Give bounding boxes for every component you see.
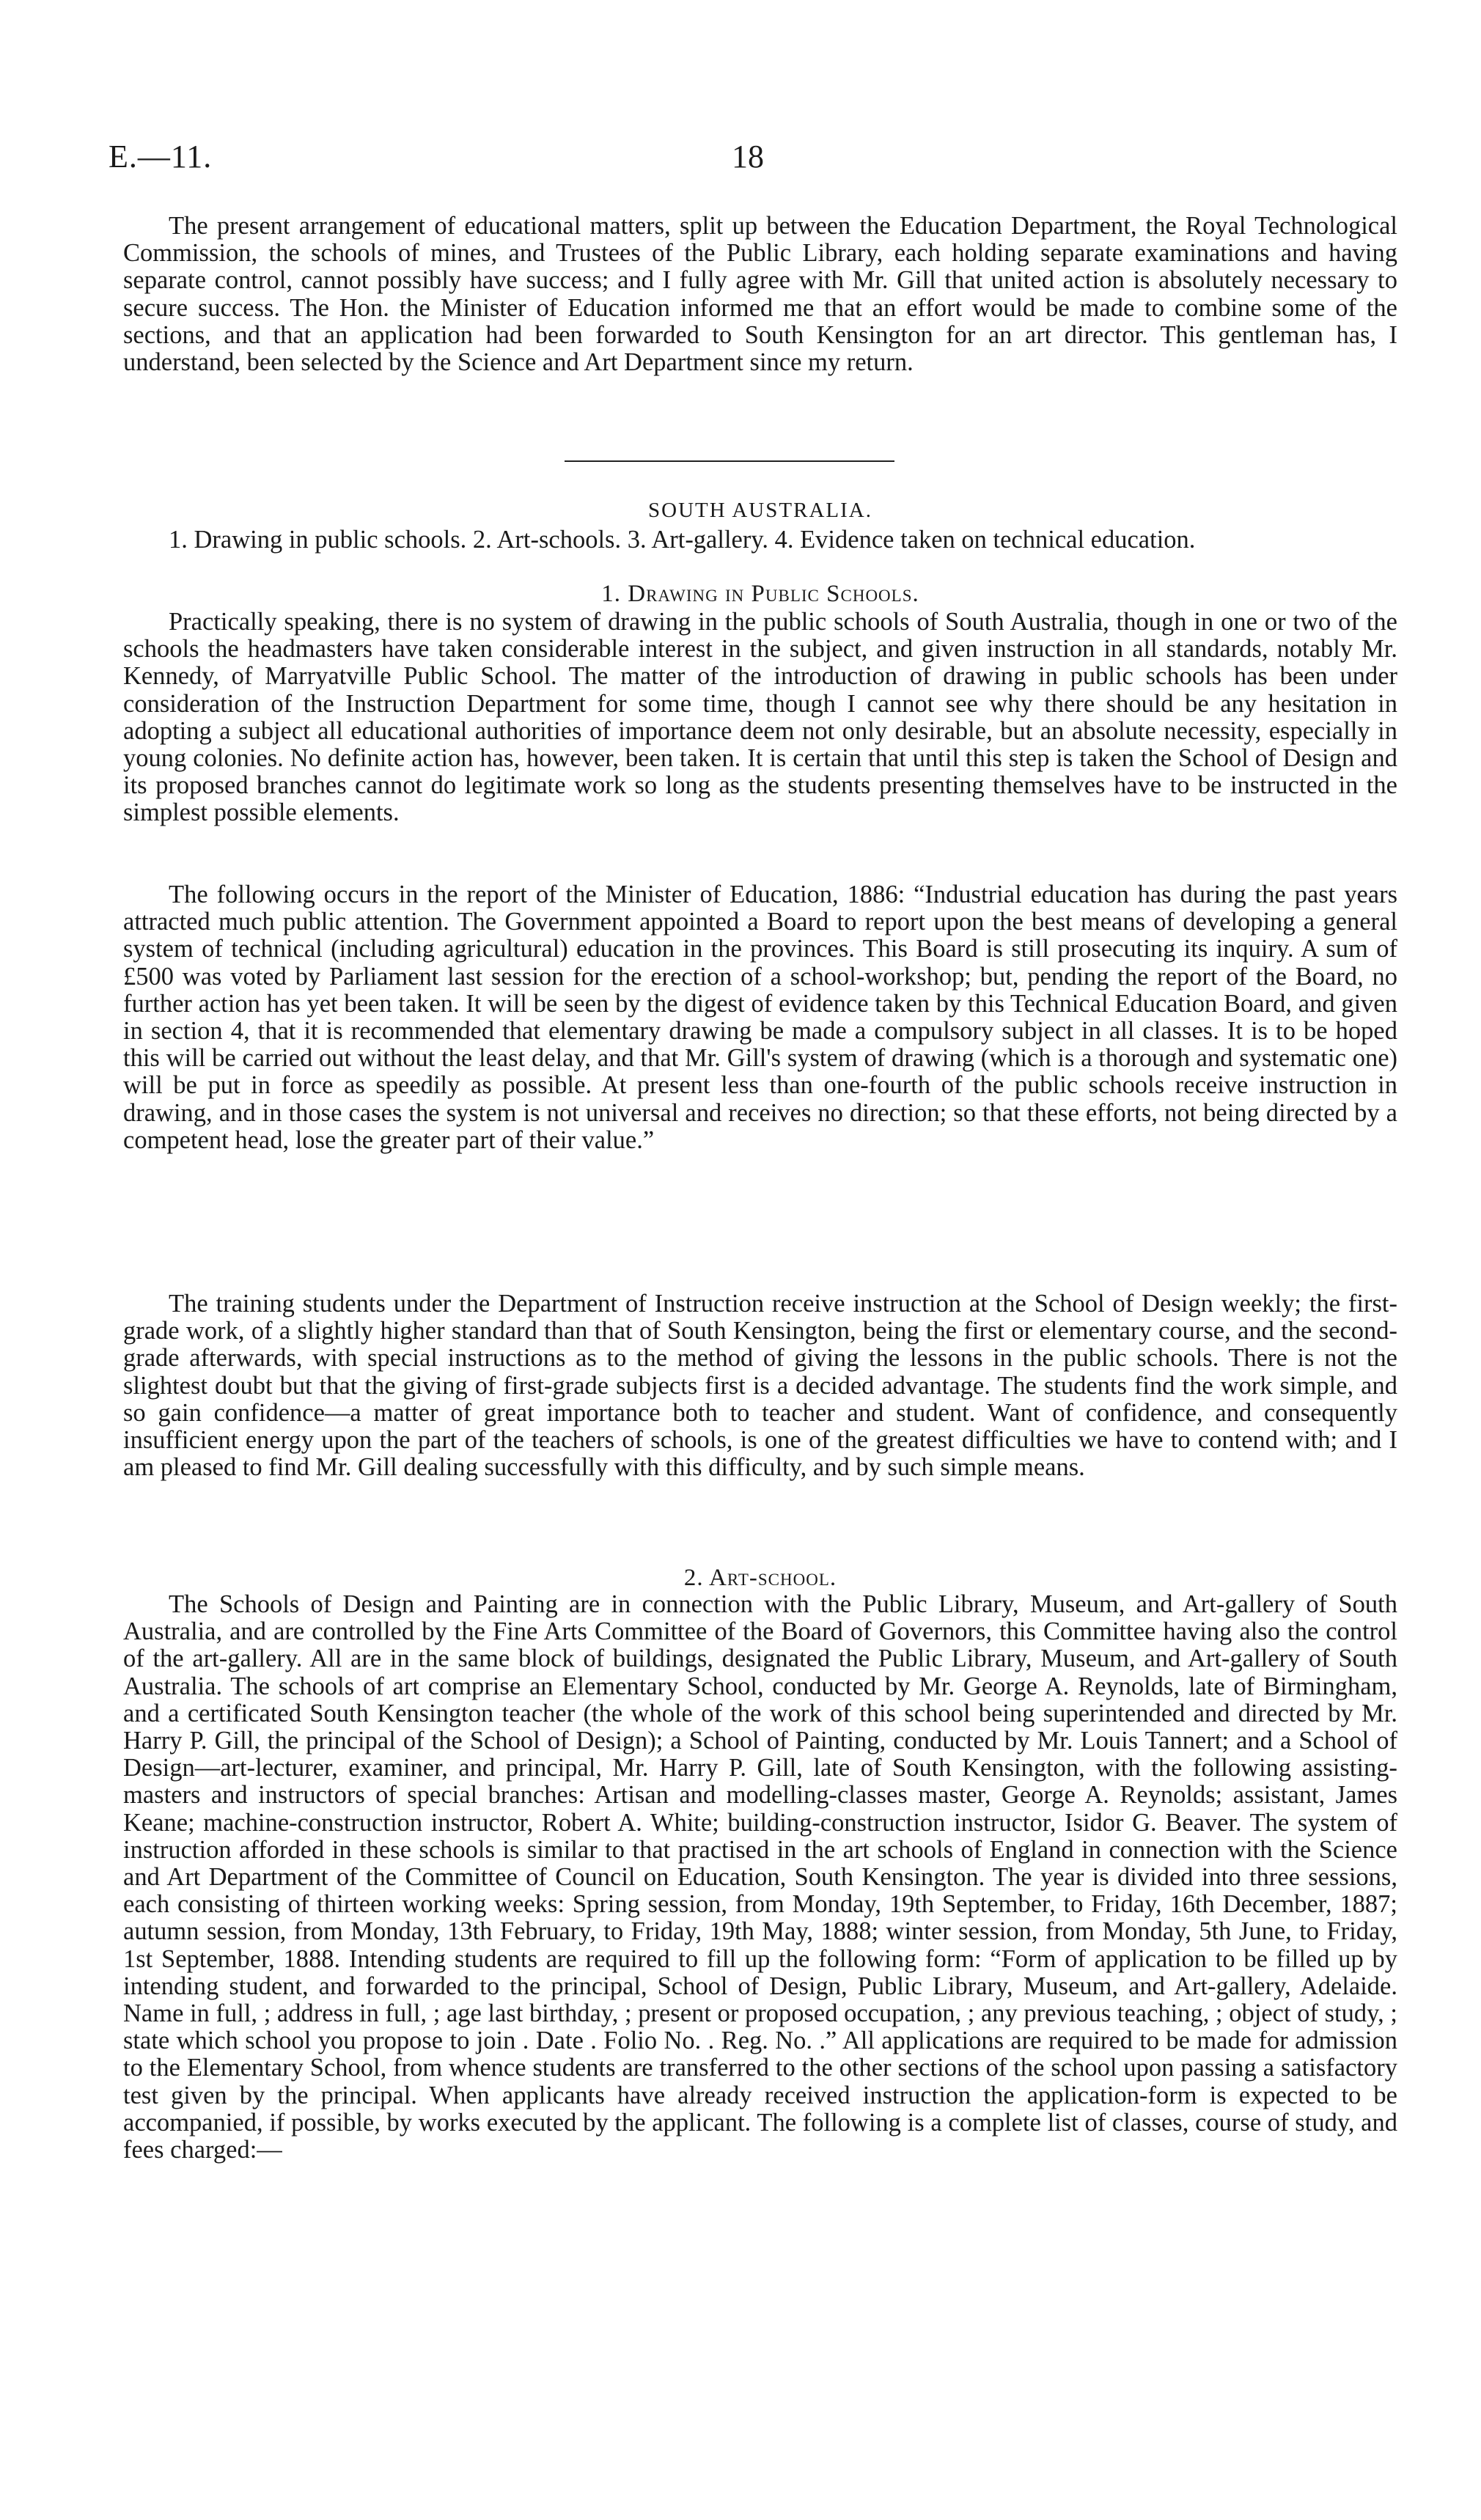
heading-art-school: 2. Art-school.: [683, 1565, 837, 1591]
section-contents-list: 1. Drawing in public schools. 2. Art-schools. 3. Art-gallery. 4. Evidence taken on technical education.: [169, 526, 1196, 554]
paragraph-minister-report: The following occurs in the report of the Minister of Education, 1886: “Industrial education has during the past years attracted much public attention. The Government appointed a Board to report upon the best means of developing a general system of technical (including agricultural) education in the provinces. This Board is still prosecuting its inquiry. A sum of £500 was voted by Parliament last session for the erection of a school-workshop; but, pending the report of the Board, no further action has yet been taken. It will be seen by the digest of evidence taken by this Technical Education Board, and given in section 4, that it is recommended that elementary drawing be made a compulsory subject in all classes. It is to be hoped this will be carried out without the least delay, and that Mr. Gill's system of drawing (which is a thorough and systematic one) will be put in force as speedily as possible. At present less than one-fourth of the public schools receive instruction in drawing, and in those cases the system is not universal and receives no direction; so that these efforts, not being directed by a competent head, lose the greater part of their value.”: [123, 881, 1397, 1154]
page-number: 18: [732, 139, 764, 175]
paragraph-education-arrangement: The present arrangement of educational matters, split up between the Education Department, the Royal Technological Commission, the schools of mines, and Trustees of the Public Library, each holding separate examinations and having separate control, cannot possibly have success; and I fully agree with Mr. Gill that united action is absolutely necessary to secure success. The Hon. the Minister of Education informed me that an effort would be made to combine some of the sections, and that an application had been forwarded to South Kensington for an art director. This gentleman has, I understand, been selected by the Science and Art Department since my return.: [123, 212, 1397, 377]
paragraph-drawing-practice: Practically speaking, there is no system of drawing in the public schools of South Australia, though in one or two of the schools the headmasters have taken considerable interest in the subject, and given instruction in all standards, notably Mr. Kennedy, of Marryatville Public School. The matter of the introduction of drawing in public schools has been under consideration of the Instruction Department for some time, though I cannot see why there should be any hesitation in adopting a subject all educational authorities of importance deem not only desirable, but an absolute necessity, especially in young colonies. No definite action has, however, been taken. It is certain that until this step is taken the School of Design and its proposed branches cannot do legitimate work so long as the students presenting themselves have to be instructed in the simplest possible elements.: [123, 608, 1397, 827]
document-reference: E.—11.: [109, 139, 213, 175]
section-title-south-australia: SOUTH AUSTRALIA.: [648, 499, 872, 522]
section-divider-rule: [565, 460, 894, 462]
paragraph-training-students: The training students under the Department of Instruction receive instruction at the School of Design weekly; the first-grade work, of a slightly higher standard than that of South Kensington, being the first or elementary course, and the second-grade afterwards, with special instructions as to the method of giving the lessons in the public schools. There is not the slightest doubt but that the giving of first-grade subjects first is a decided advantage. The students find the work simple, and so gain confidence—a matter of great importance both to teacher and student. Want of confidence, and consequently insufficient energy upon the part of the teachers of schools, is one of the greatest difficulties we have to contend with; and I am pleased to find Mr. Gill dealing successfully with this difficulty, and by such simple means.: [123, 1290, 1397, 1482]
heading-drawing-in-public-schools: 1. Drawing in Public Schools.: [601, 581, 919, 607]
paragraph-schools-of-design: The Schools of Design and Painting are in connection with the Public Library, Museum, and Art-gallery of South Australia, and are controlled by the Fine Arts Committee of the Board of Governors, this Committee having also the control of the art-gallery. All are in the same block of buildings, designated the Public Library, Museum, and Art-gallery of South Australia. The schools of art comprise an Elementary School, conducted by Mr. George A. Reynolds, late of Birmingham, and a certificated South Kensington teacher (the whole of the work of this school being superintended and directed by Mr. Harry P. Gill, the principal of the School of Design); a School of Painting, conducted by Mr. Louis Tannert; and a School of Design—art-lecturer, examiner, and principal, Mr. Harry P. Gill, late of South Kensington, with the following assisting-masters and instructors of special branches: Artisan and modelling-classes master, George A. Reynolds; assistant, James Keane; machine-construction instructor, Robert A. White; building-construction instructor, Isidor G. Beaver. The system of instruction afforded in these schools is similar to that practised in the art schools of England in connection with the Science and Art Department of the Committee of Council on Education, South Kensington. The year is divided into three sessions, each consisting of thirteen working weeks: Spring session, from Monday, 19th September, to Friday, 16th December, 1887; autumn session, from Monday, 13th February, to Friday, 19th May, 1888; winter session, from Monday, 5th June, to Friday, 1st September, 1888. Intending students are required to fill up the following form: “Form of application to be filled up by intending student, and forwarded to the principal, School of Design, Public Library, Museum, and Art-gallery, Adelaide. Name in full, ; address in full, ; age last birthday, ; present or proposed occupation, ; any previous teaching, ; object of study, ; state which school you propose to join . Date . Folio No. . Reg. No. .” All applications are required to be made for admission to the Elementary School, from whence students are transferred to the other sections of the school upon passing a satisfactory test given by the principal. When applicants have already received instruction the application-form is expected to be accompanied, if possible, by works executed by the applicant. The following is a complete list of classes, course of study, and fees charged:—: [123, 1590, 1397, 2164]
